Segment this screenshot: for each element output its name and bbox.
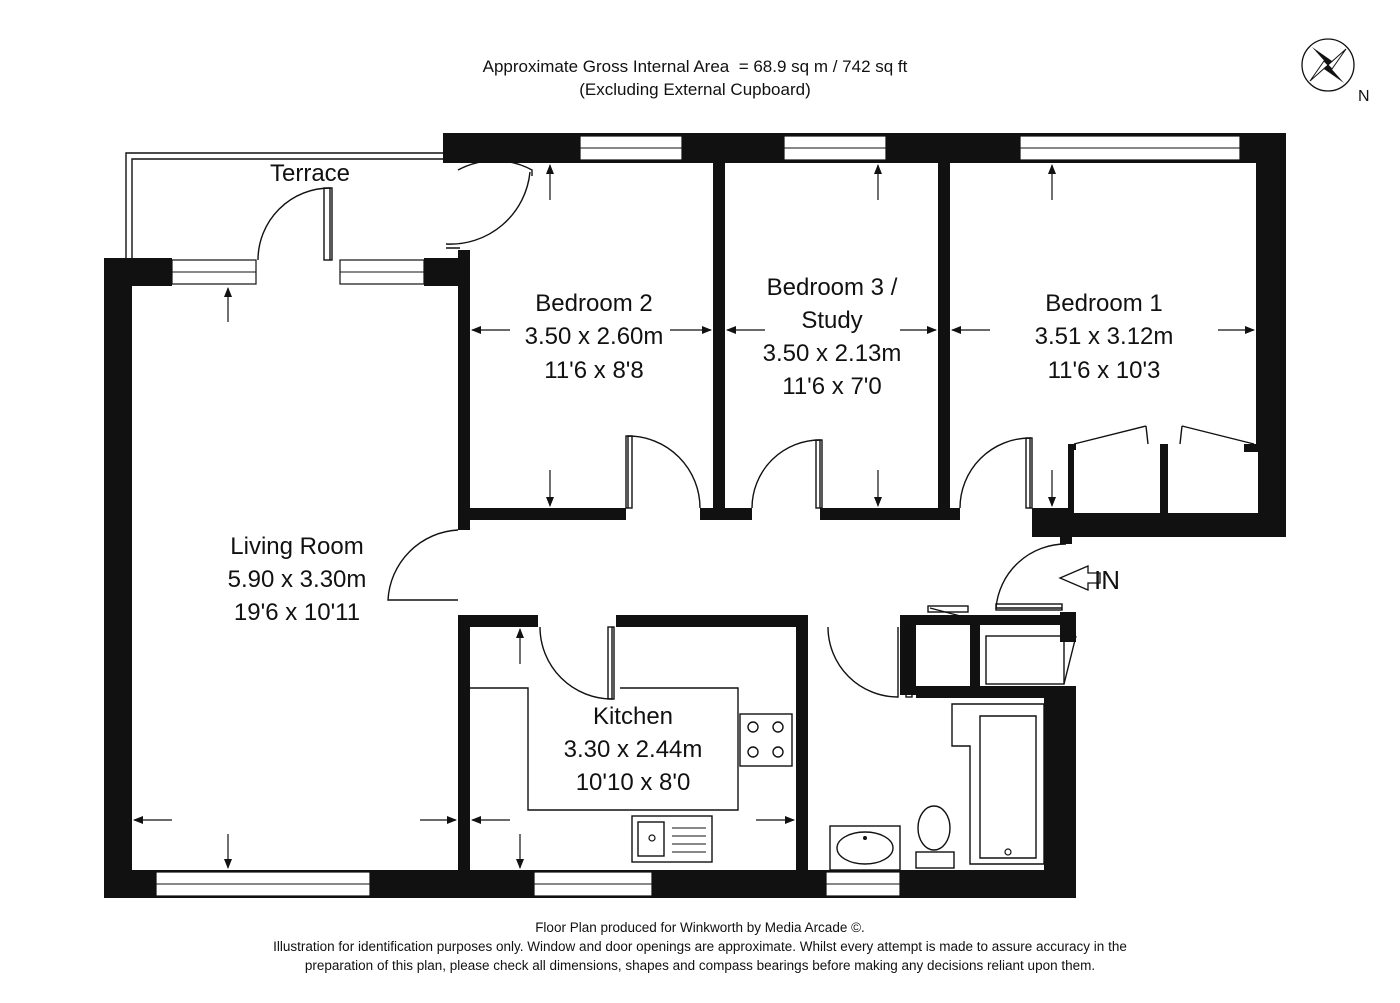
footer-disclaimer-1: Illustration for identification purposes only. Window and door openings are approximate. Whilst every attempt is made to assure accuracy in the	[273, 939, 1127, 954]
terrace-label: Terrace	[269, 160, 351, 187]
bathtub-icon	[952, 704, 1044, 864]
walls	[104, 133, 1286, 898]
compass-north-label: N	[1358, 88, 1370, 105]
kitchen-metric: 3.30 x 2.44m	[563, 736, 703, 763]
living-room-metric: 5.90 x 3.30m	[227, 566, 367, 593]
washbasin-icon	[830, 826, 900, 870]
bedroom-3-name-line2: Study	[801, 307, 863, 334]
hob-icon	[740, 714, 792, 766]
bedroom-1-metric: 3.51 x 3.12m	[1034, 323, 1174, 350]
bedroom-1-imperial: 11'6 x 10'3	[1047, 357, 1161, 384]
kitchen-name: Kitchen	[592, 703, 674, 730]
toilet-icon	[916, 806, 954, 868]
entrance-label: IN	[1094, 565, 1120, 595]
living-room-name: Living Room	[230, 533, 364, 560]
area-exclusion-text: (Excluding External Cupboard)	[579, 80, 811, 99]
kitchen-imperial: 10'10 x 8'0	[575, 769, 691, 796]
bedroom-3-imperial: 11'6 x 7'0	[782, 373, 882, 400]
living-room-imperial: 19'6 x 10'11	[233, 599, 361, 626]
sink-icon	[632, 816, 712, 862]
footer-credit: Floor Plan produced for Winkworth by Media Arcade ©.	[535, 920, 865, 935]
gross-area-text: Approximate Gross Internal Area = 68.9 sq m / 742 sq ft	[482, 57, 908, 76]
bedroom-3-metric: 3.50 x 2.13m	[762, 340, 902, 367]
bedroom-2-metric: 3.50 x 2.60m	[524, 323, 664, 350]
bedroom-2-name: Bedroom 2	[535, 290, 653, 317]
wardrobe	[1068, 426, 1258, 514]
footer-disclaimer-2: preparation of this plan, please check all dimensions, shapes and compass bearings before making any decisions reliant upon them.	[304, 958, 1096, 973]
compass-rose-icon	[1302, 39, 1354, 91]
bedroom-1-name: Bedroom 1	[1045, 290, 1163, 317]
bedroom-3-name: Bedroom 3 /	[766, 274, 898, 301]
bedroom-2-imperial: 11'6 x 8'8	[544, 357, 644, 384]
